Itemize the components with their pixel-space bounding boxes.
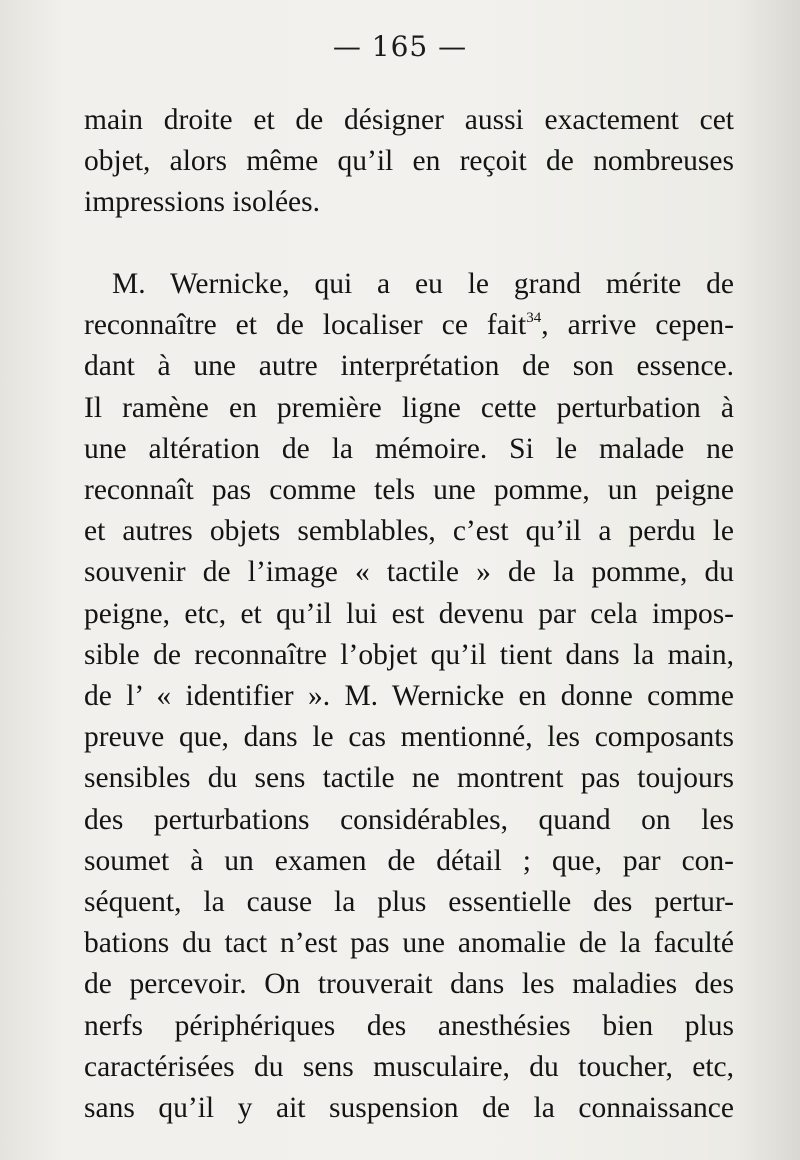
text-line: reconnaît pas comme tels une pomme, un peigne bbox=[84, 474, 734, 507]
text-line: caractérisées du sens musculaire, du toucher, etc, bbox=[84, 1050, 734, 1083]
text-line: nerfs périphériques des anesthésies bien plus bbox=[84, 1009, 734, 1042]
text-line: objet, alors même qu’il en reçoit de nombreuses bbox=[84, 145, 734, 178]
text-line: main droite et de désigner aussi exactement cet bbox=[84, 104, 734, 136]
text-line: peigne, etc, et qu’il lui est devenu par cela impos- bbox=[84, 597, 734, 630]
text-segment: reconnaître et de localiser ce fait bbox=[84, 309, 527, 342]
text-line: sible de reconnaître l’objet qu’il tient dans la main, bbox=[84, 638, 734, 671]
text-line: séquent, la cause la plus essentielle des pertur- bbox=[84, 886, 734, 919]
text-line: soumet à un examen de détail ; que, par con- bbox=[84, 844, 734, 877]
text-line: une altération de la mémoire. Si le malade ne bbox=[84, 432, 734, 465]
page-number: — 165 — bbox=[332, 30, 468, 63]
paragraph-1 bbox=[84, 100, 734, 224]
text-line: preuve que, dans le cas mentionné, les composants bbox=[84, 721, 734, 754]
text-line: sans qu’il y ait suspension de la connaissance bbox=[84, 1092, 734, 1125]
text-line-with-footnote bbox=[84, 305, 734, 346]
text-line: impressions isolées. bbox=[84, 186, 320, 219]
text-line: souvenir de l’image « tactile » de la pomme, du bbox=[84, 556, 734, 589]
text-line: M. Wernicke, qui a eu le grand mérite de bbox=[112, 268, 734, 300]
text-line: des perturbations considérables, quand on les bbox=[84, 803, 734, 836]
footnote-reference: 34 bbox=[526, 310, 542, 327]
text-segment: , arrive cepen- bbox=[541, 309, 734, 342]
text-line: dant à une autre interprétation de son essence. bbox=[84, 350, 734, 383]
text-line: sensibles du sens tactile ne montrent pas toujours bbox=[84, 762, 734, 795]
text-line: Il ramène en première ligne cette perturbation à bbox=[84, 391, 734, 424]
text-line: de percevoir. On trouverait dans les maladies des bbox=[84, 968, 734, 1001]
paragraph-2 bbox=[84, 264, 734, 1129]
text-line: de l’ « identifier ». M. Wernicke en donne comme bbox=[84, 680, 734, 713]
text-line: bations du tact n’est pas une anomalie de la faculté bbox=[84, 927, 734, 960]
text-line: et autres objets semblables, c’est qu’il a perdu le bbox=[84, 515, 734, 548]
